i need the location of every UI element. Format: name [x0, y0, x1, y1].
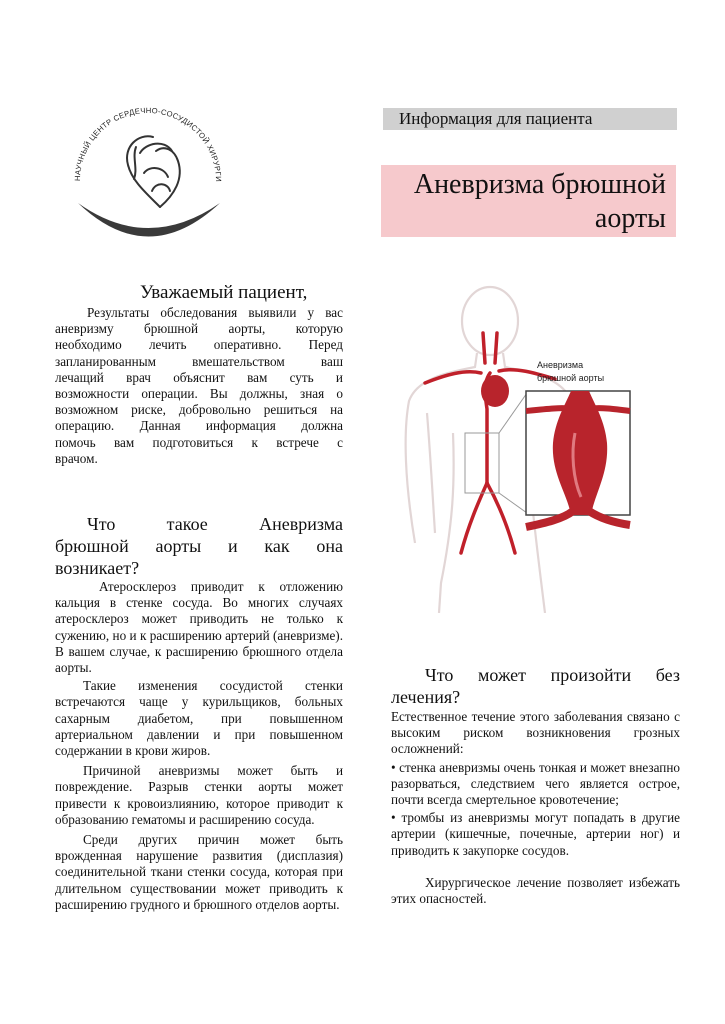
section2-body: [391, 709, 680, 907]
greeting-title: Уважаемый пациент,: [140, 282, 308, 303]
paragraph: Среди других причин может быть врожденная нарушение развития (дисплазия) соединительной ткани стенки сосуда, которая при длительном существовании может приводить к расширению грудного и брюшного отделов аорты.: [55, 832, 343, 912]
page-title: [381, 165, 676, 237]
paragraph: Такие изменения сосудистой стенки встречаются чаще у курильщиков, больных сахарным диабетом, при повышенном артериальном давлении и при повышенном содержании в крови жиров.: [55, 678, 343, 759]
section2-heading: [391, 664, 680, 708]
heading-line: Что такое Аневризма: [87, 514, 343, 534]
center-logo: [68, 95, 228, 255]
logo-arc-text: НАУЧНЫЙ ЦЕНТР СЕРДЕЧНО-СОСУДИСТОЙ ХИРУРГИ: [72, 105, 224, 183]
title-line-2: аорты: [594, 203, 666, 234]
illustration-label-1: Аневризма: [537, 360, 584, 370]
greeting-line: возможном риске, добровольно решиться на: [55, 402, 343, 418]
svg-text:НАУЧНЫЙ ЦЕНТР СЕРДЕЧНО-СОСУДИС: [68, 95, 223, 182]
closing-paragraph: Хирургическое лечение позволяет избежать этих опасностей.: [391, 874, 680, 907]
bullet-item: • тромбы из аневризмы могут попадать в другие артерии (кишечные, почечные, артерии ног) и приводить к закупорке сосудов.: [391, 810, 680, 859]
heart-logo-icon: [68, 95, 228, 255]
patient-info-label: Информация для пациента: [383, 108, 677, 130]
greeting-text: [55, 305, 343, 467]
greeting-line: врачом.: [55, 450, 98, 466]
greeting-line: операцию. Данная информация должна: [55, 418, 343, 434]
intro-paragraph: Естественное течение этого заболевания связано с высоким риском возникновения грозных осложнений:: [391, 709, 680, 757]
section1-heading: [55, 513, 343, 579]
body-aorta-illustration: [395, 283, 645, 613]
heading-line: брюшной аорты и как она: [55, 536, 343, 556]
heading-line: Что может произойти без: [425, 665, 680, 685]
greeting-line: необходимо лечить оперативно. Перед: [55, 337, 343, 353]
aorta-illustration: [395, 283, 645, 613]
section1-body: [55, 579, 343, 913]
greeting-line: возможности операции. Вы должны, зная о: [55, 386, 343, 402]
paragraph: Атеросклероз приводит к отложению кальция в стенке сосуда. Во многих случаях атеросклероз может приводить не только к сужению, но и к расширению артерий (аневризме). В вашем случае, к расширению брюшного отдела аорты.: [55, 579, 343, 676]
paragraph: Причиной аневризмы может быть и повреждение. Разрыв стенки аорты может привести к кровоизлиянию, которое приводит к образованию гематомы и расширению сосуда.: [55, 763, 343, 827]
greeting-line: запланированным вмешательством ваш: [55, 353, 343, 369]
greeting-line: Результаты обследования выявили у вас: [87, 305, 343, 320]
greeting-line: помочь вам подготовиться к встрече с: [55, 434, 343, 450]
bullet-item: • стенка аневризмы очень тонкая и может внезапно разорваться, следствием чего является острое, почти всегда смертельное кровотечение;: [391, 760, 680, 809]
greeting-line: лечащий врач объяснит вам суть и: [55, 369, 343, 385]
title-line-1: Аневризма брюшной: [413, 169, 666, 200]
illustration-label-2: брюшной аорты: [537, 373, 605, 383]
greeting-line: аневризму брюшной аорты, которую: [55, 321, 343, 337]
heading-line: лечения?: [391, 687, 461, 707]
heading-line: возникает?: [55, 558, 140, 578]
